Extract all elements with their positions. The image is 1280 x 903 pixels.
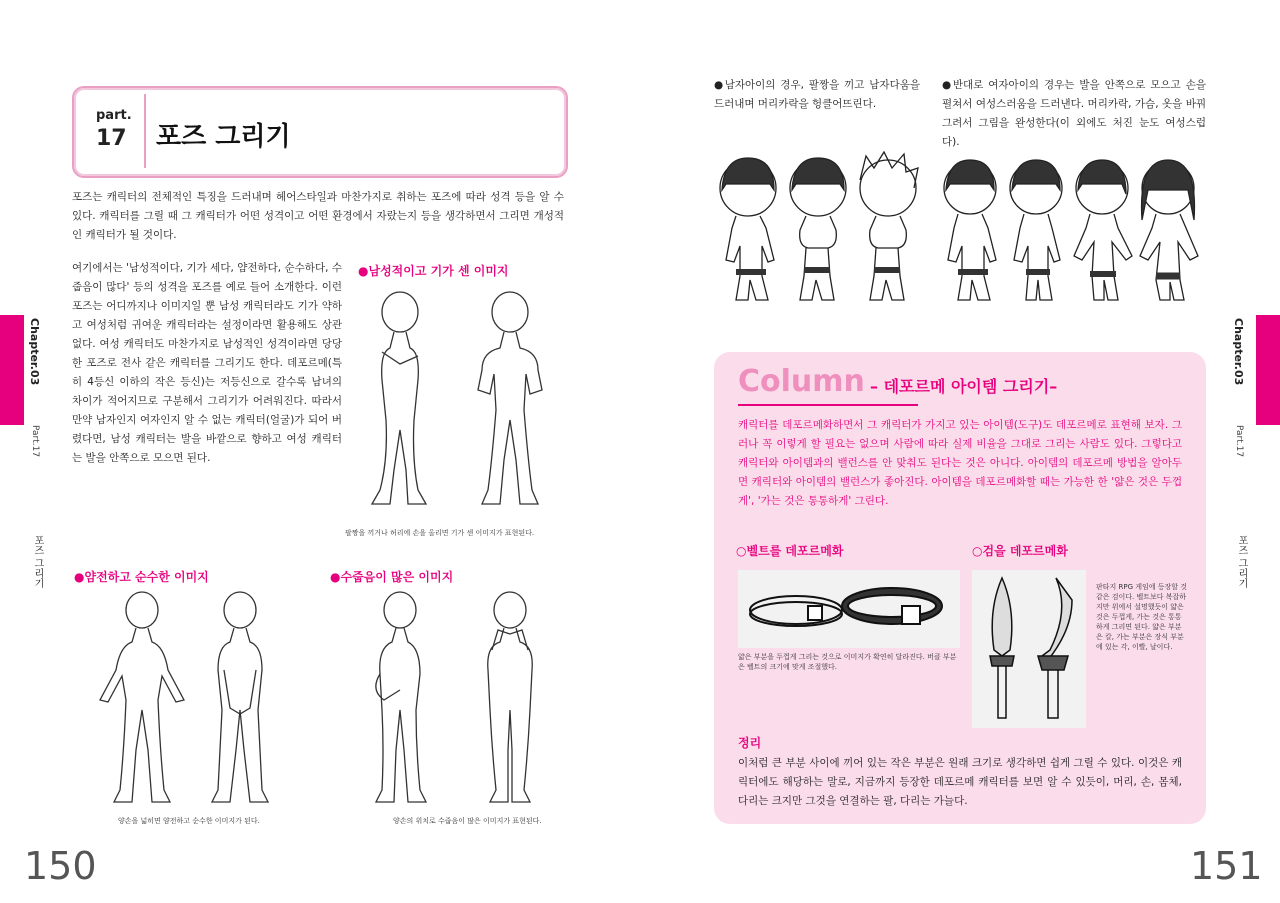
column-body: 캐릭터를 데포르메화하면서 그 캐릭터가 가지고 있는 아이템(도구)도 데포르메로 표현해 보자. 그러나 꼭 이렇게 할 필요는 없으며 사람에 따라 실제 비율을 그대로 그리는 사람도 있다. 그렇다고 캐릭터와 아이템과의 밸런스를 안 맞춰도 된다는 것은 아니다. 아이템의 데포르메 방법을 알아두면 캐릭터와 아이템의 밸런스가 좋아진다. 아이템을 데포르메화할 때는 가능한 한 '얇은 것은 두껍게', '가는 것은 통통하게' 그린다. <box>738 419 1182 507</box>
part-label: part. <box>96 108 132 123</box>
intro-paragraph: 포즈는 캐릭터의 전체적인 특징을 드러내며 헤어스타일과 마찬가지로 취하는 포즈에 따라 성격 등을 알 수 있다. 캐릭터를 그릴 때 그 캐릭터가 어떤 성격이고 어떤 환경에서 자랐는지 등을 생각하면서 그리면 개성적인 캐릭터가 될 것이다. <box>72 191 564 241</box>
masculine-pose-figures <box>360 290 560 515</box>
note-girl: ●반대로 여자아이의 경우는 발을 안쪽으로 모으고 손을 펼쳐서 여성스러움을 드러낸다. 머리카락, 가슴, 옷을 바꿔 그려서 그림을 완성한다(이 외에도 처진 눈도 여성스럽다). <box>942 79 1206 148</box>
chapter-tab-right <box>1256 315 1280 425</box>
part-title-box <box>72 86 568 178</box>
part-number: 17 <box>96 126 127 151</box>
caption-shy: 양손의 위치로 수줍음이 많은 이미지가 표현된다. <box>393 817 542 825</box>
belt-caption: 얇은 부분을 두껍게 그리는 것으로 이미지가 확연히 달라진다. 버클 부분은 벨트의 크기에 맞게 조절했다. <box>738 653 957 671</box>
belt-heading: ○벨트를 데포르메화 <box>736 544 844 558</box>
title-divider <box>144 94 146 168</box>
summary-heading: 정리 <box>738 736 762 750</box>
page-title: 포즈 그리기 <box>156 122 291 152</box>
column-word: Column <box>738 364 865 399</box>
page-number-right: 151 <box>1190 844 1263 888</box>
chibi-girl-figures <box>940 150 1206 310</box>
sword-caption: 판타지 RPG 게임에 등장할 것 같은 검이다. 벨트보다 복잡하지만 위에서 설명했듯이 얇은 것은 두껍게, 가는 것은 통통하게 그리면 된다. 얇은 부분은 칼, 가는 부분은 장식 부분에 있는 각, 이빨, 날이다. <box>1096 583 1188 651</box>
column-underline <box>738 404 918 406</box>
side-part-right: Part.17 <box>1234 425 1244 458</box>
chibi-boy-figures <box>714 150 924 310</box>
note-boy: ●남자아이의 경우, 팔짱을 끼고 남자다움을 드러내며 머리카락을 헝클어뜨린다. <box>714 79 920 110</box>
caption-modest: 양손을 넓히면 얌전하고 순수한 이미지가 된다. <box>118 817 260 825</box>
chapter-tab-left <box>0 315 24 425</box>
caption-masculine: 팔짱을 끼거나 허리에 손을 올리면 기가 센 이미지가 표현된다. <box>345 529 535 537</box>
belt-illustration <box>738 570 960 648</box>
side-chapter-left: Chapter.03 <box>28 318 41 386</box>
section-masculine-heading: ●남성적이고 기가 센 이미지 <box>358 264 509 278</box>
sword-heading: ○검을 데포르메화 <box>972 544 1068 558</box>
page-number-left: 150 <box>24 844 97 888</box>
body-paragraph: 여기에서는 '남성적이다, 기가 세다, 얌전하다, 순수하다, 수줍음이 많다' 등의 성격을 포즈를 예로 들어 소개한다. 이런 포즈는 어디까지나 이미지일 뿐 남성 캐릭터라도 기가 약하고 여성처럼 귀여운 캐릭터라는 설정이라면 활용해도 상관없다. 여성 캐릭터도 마찬가지로 남성적인 성격이라면 당당한 포즈로 전사 같은 캐릭터를 그리기도 한다. 데포르메(특히 4등신 이하의 작은 등신)는 저등신으로 갈수록 남녀의 차이가 적어지므로 구분해서 그리기가 어려워진다. 따라서 만약 남자인지 여자인지 알 수 없는 캐릭터(얼굴)가 되어 버렸다면, 남성 캐릭터는 발을 바깥으로 향하고 여성 캐릭터는 발을 안쪽으로 모으면 된다. <box>72 262 342 464</box>
column-box <box>714 352 1206 824</box>
side-chapter-right: Chapter.03 <box>1232 318 1245 386</box>
section-shy-heading: ●수줍음이 많은 이미지 <box>330 570 454 584</box>
side-title-right: 포즈 그리기 <box>1236 535 1247 589</box>
side-title-left: 포즈 그리기 <box>32 535 43 589</box>
column-title: – 데포르메 아이템 그리기– <box>870 377 1058 396</box>
sword-illustration <box>972 570 1086 728</box>
side-part-left: Part.17 <box>30 425 40 458</box>
shy-pose-figures <box>360 590 560 810</box>
section-modest-heading: ●얌전하고 순수한 이미지 <box>74 570 209 584</box>
summary-body: 이처럼 큰 부분 사이에 끼어 있는 작은 부분은 원래 크기로 생각하면 쉽게 그릴 수 있다. 이것은 캐릭터에도 해당하는 말로, 지금까지 등장한 데포르메 캐릭터를 보면 알 수 있듯이, 머리, 손, 몸체, 다리는 크지만 그것을 연결하는 팔, 다리는 가늘다. <box>738 757 1182 807</box>
modest-pose-figures <box>90 590 290 810</box>
